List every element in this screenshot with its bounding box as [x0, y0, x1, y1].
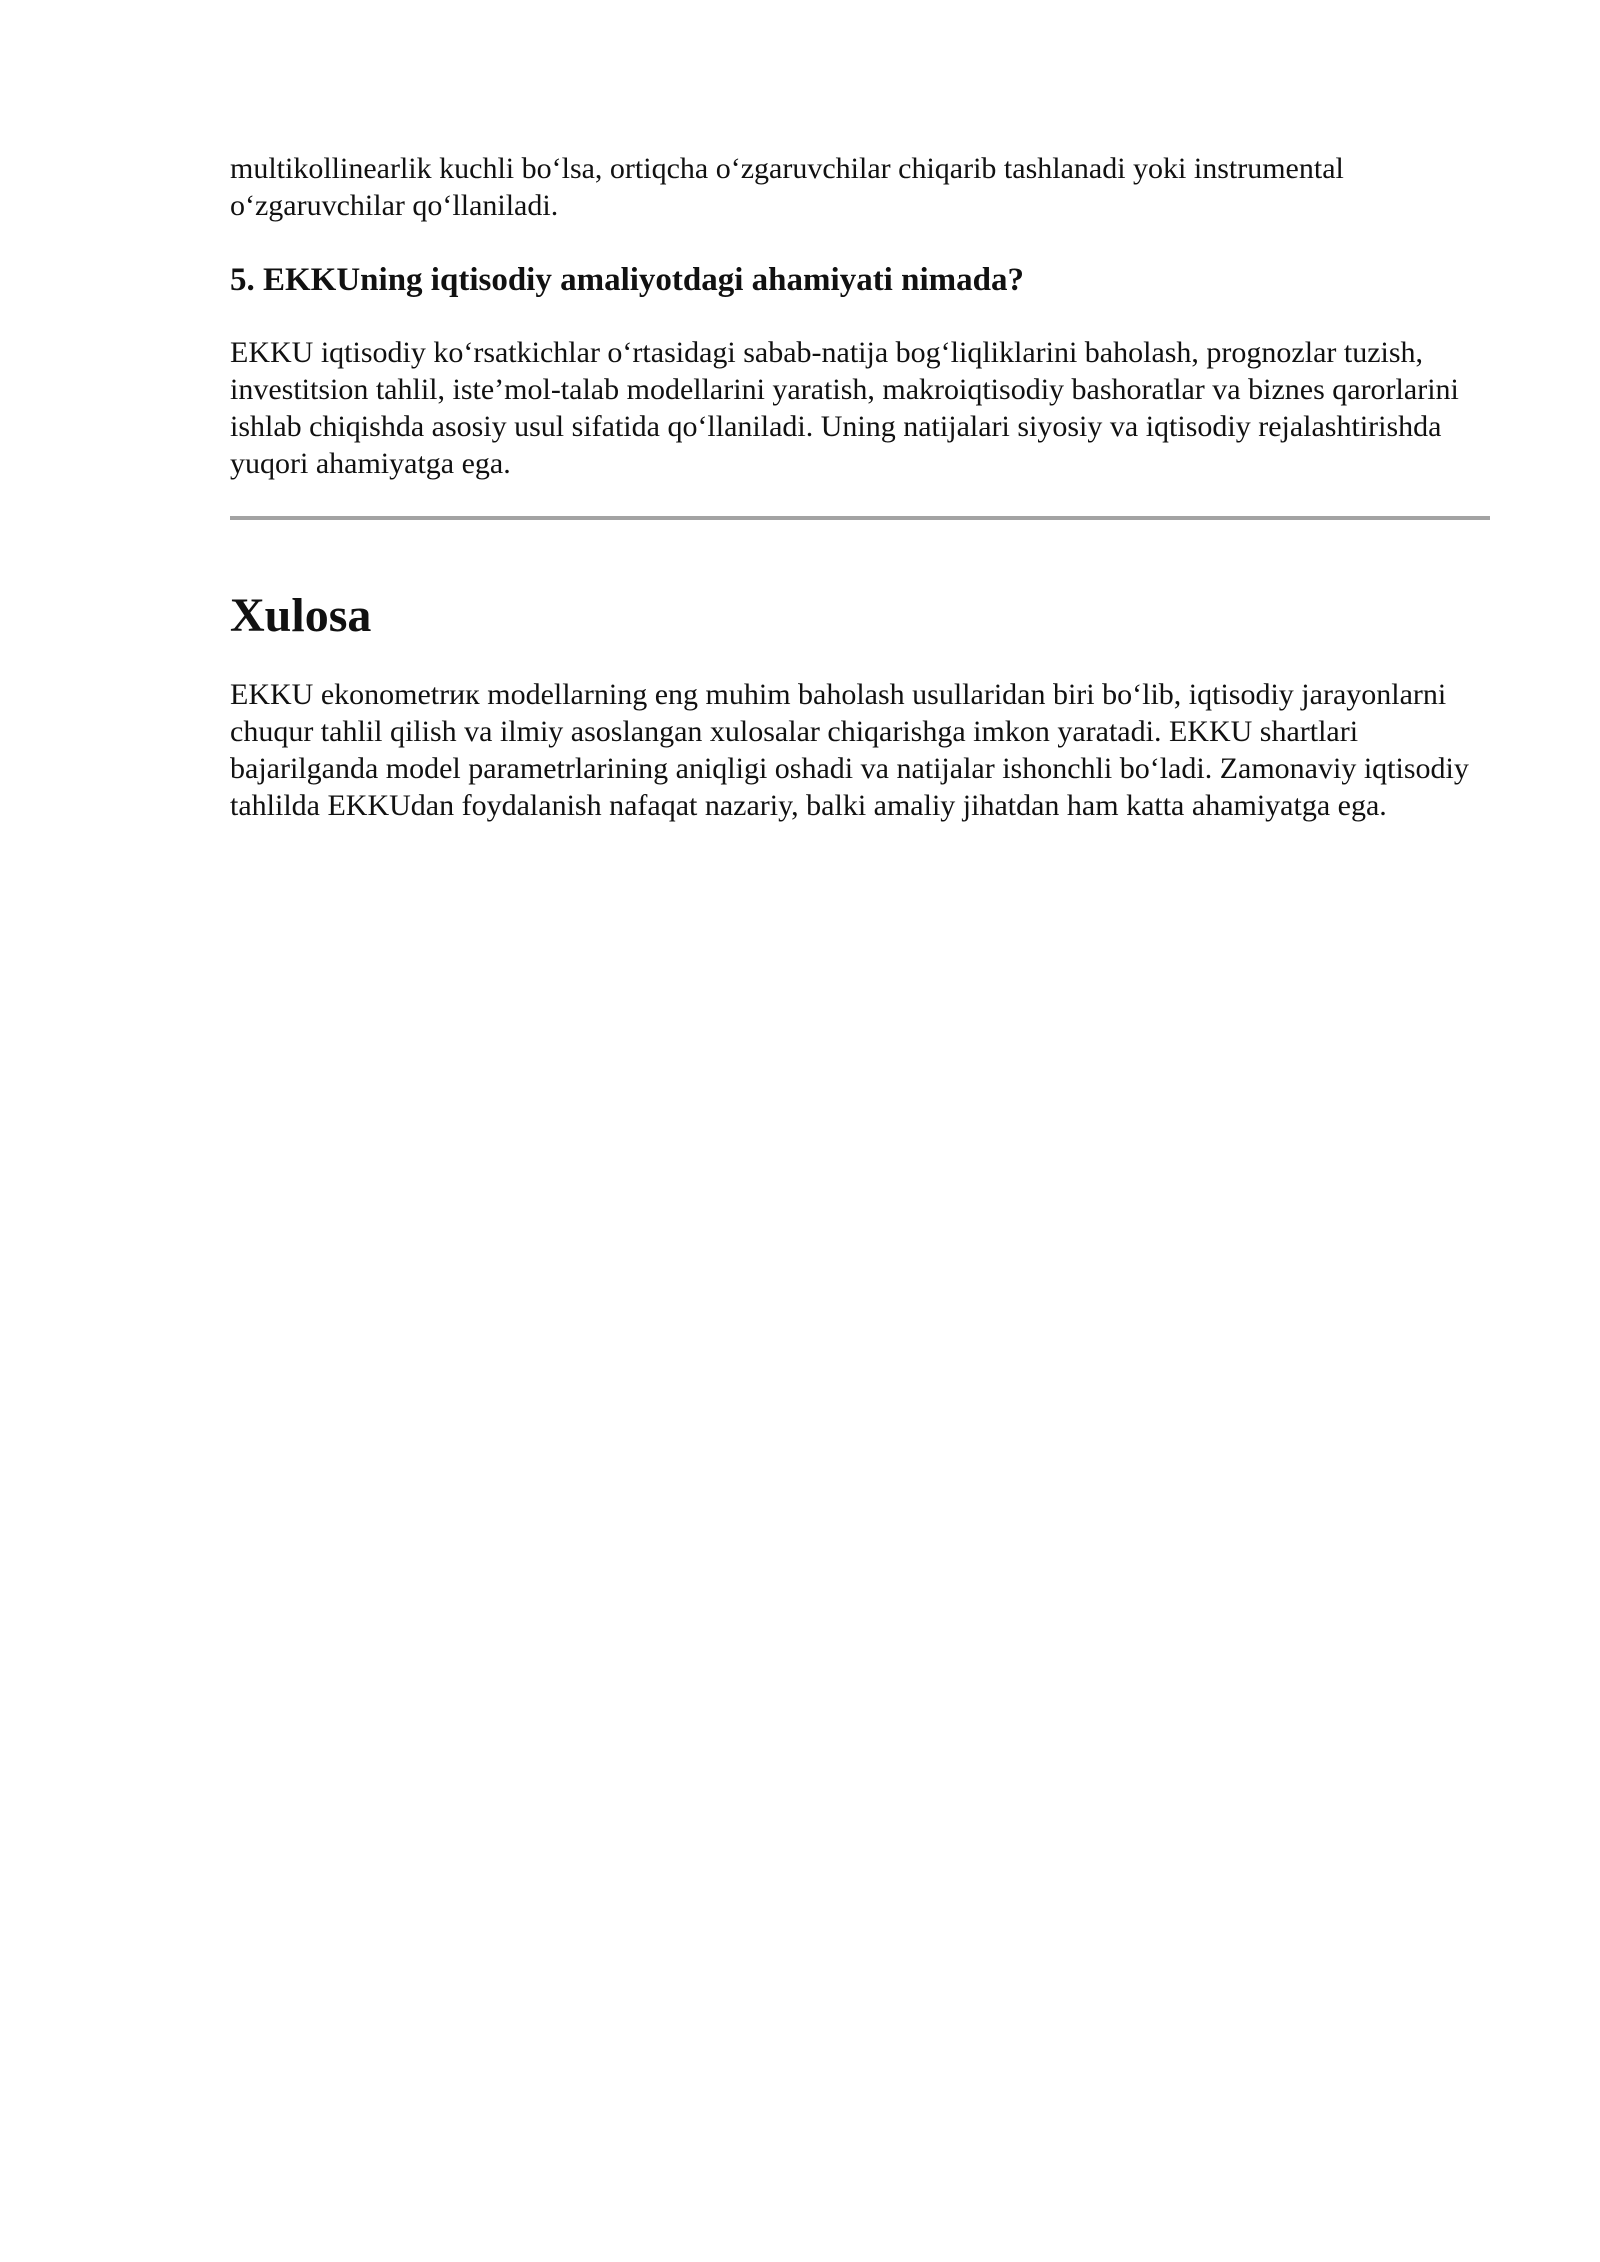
question-5-answer: EKKU iqtisodiy ko‘rsatkichlar o‘rtasidagi sabab-natija bog‘liqliklarini baholash, prognozlar tuzish, investitsion tahlil, iste’mol-talab modellarini yaratish, makroiqtisodiy bashoratlar va biznes qarorlarini ishlab chiqishda asosiy usul sifatida qo‘llaniladi. Uning natijalari siyosiy va iqtisodiy rejalashtirishda yuqori ahamiyatga ega.	[230, 336, 1459, 480]
question-5-heading: 5. EKKUning iqtisodiy amaliyotdagi ahamiyati nimada?	[230, 262, 1024, 298]
conclusion-paragraph: EKKU ekonometrик modellarning eng muhim baholash usullaridan biri bo‘lib, iqtisodiy jarayonlarni chuqur tahlil qilish va ilmiy asoslangan xulosalar chiqarishga imkon yaratadi. EKKU shartlari bajarilganda model parametrlarining aniqligi oshadi va natijalar ishonchli bo‘ladi. Zamonaviy iqtisodiy tahlilda EKKUdan foydalanish nafaqat nazariy, balki amaliy jihatdan ham katta ahamiyatga ega.	[230, 678, 1469, 822]
section-divider	[230, 516, 1490, 520]
paragraph-multicollinearity: multikollinearlik kuchli bo‘lsa, ortiqcha o‘zgaruvchilar chiqarib tashlanadi yoki instrumental o‘zgaruvchilar qo‘llaniladi.	[230, 152, 1344, 222]
conclusion-heading: Xulosa	[230, 589, 372, 642]
page-content	[230, 150, 1490, 824]
